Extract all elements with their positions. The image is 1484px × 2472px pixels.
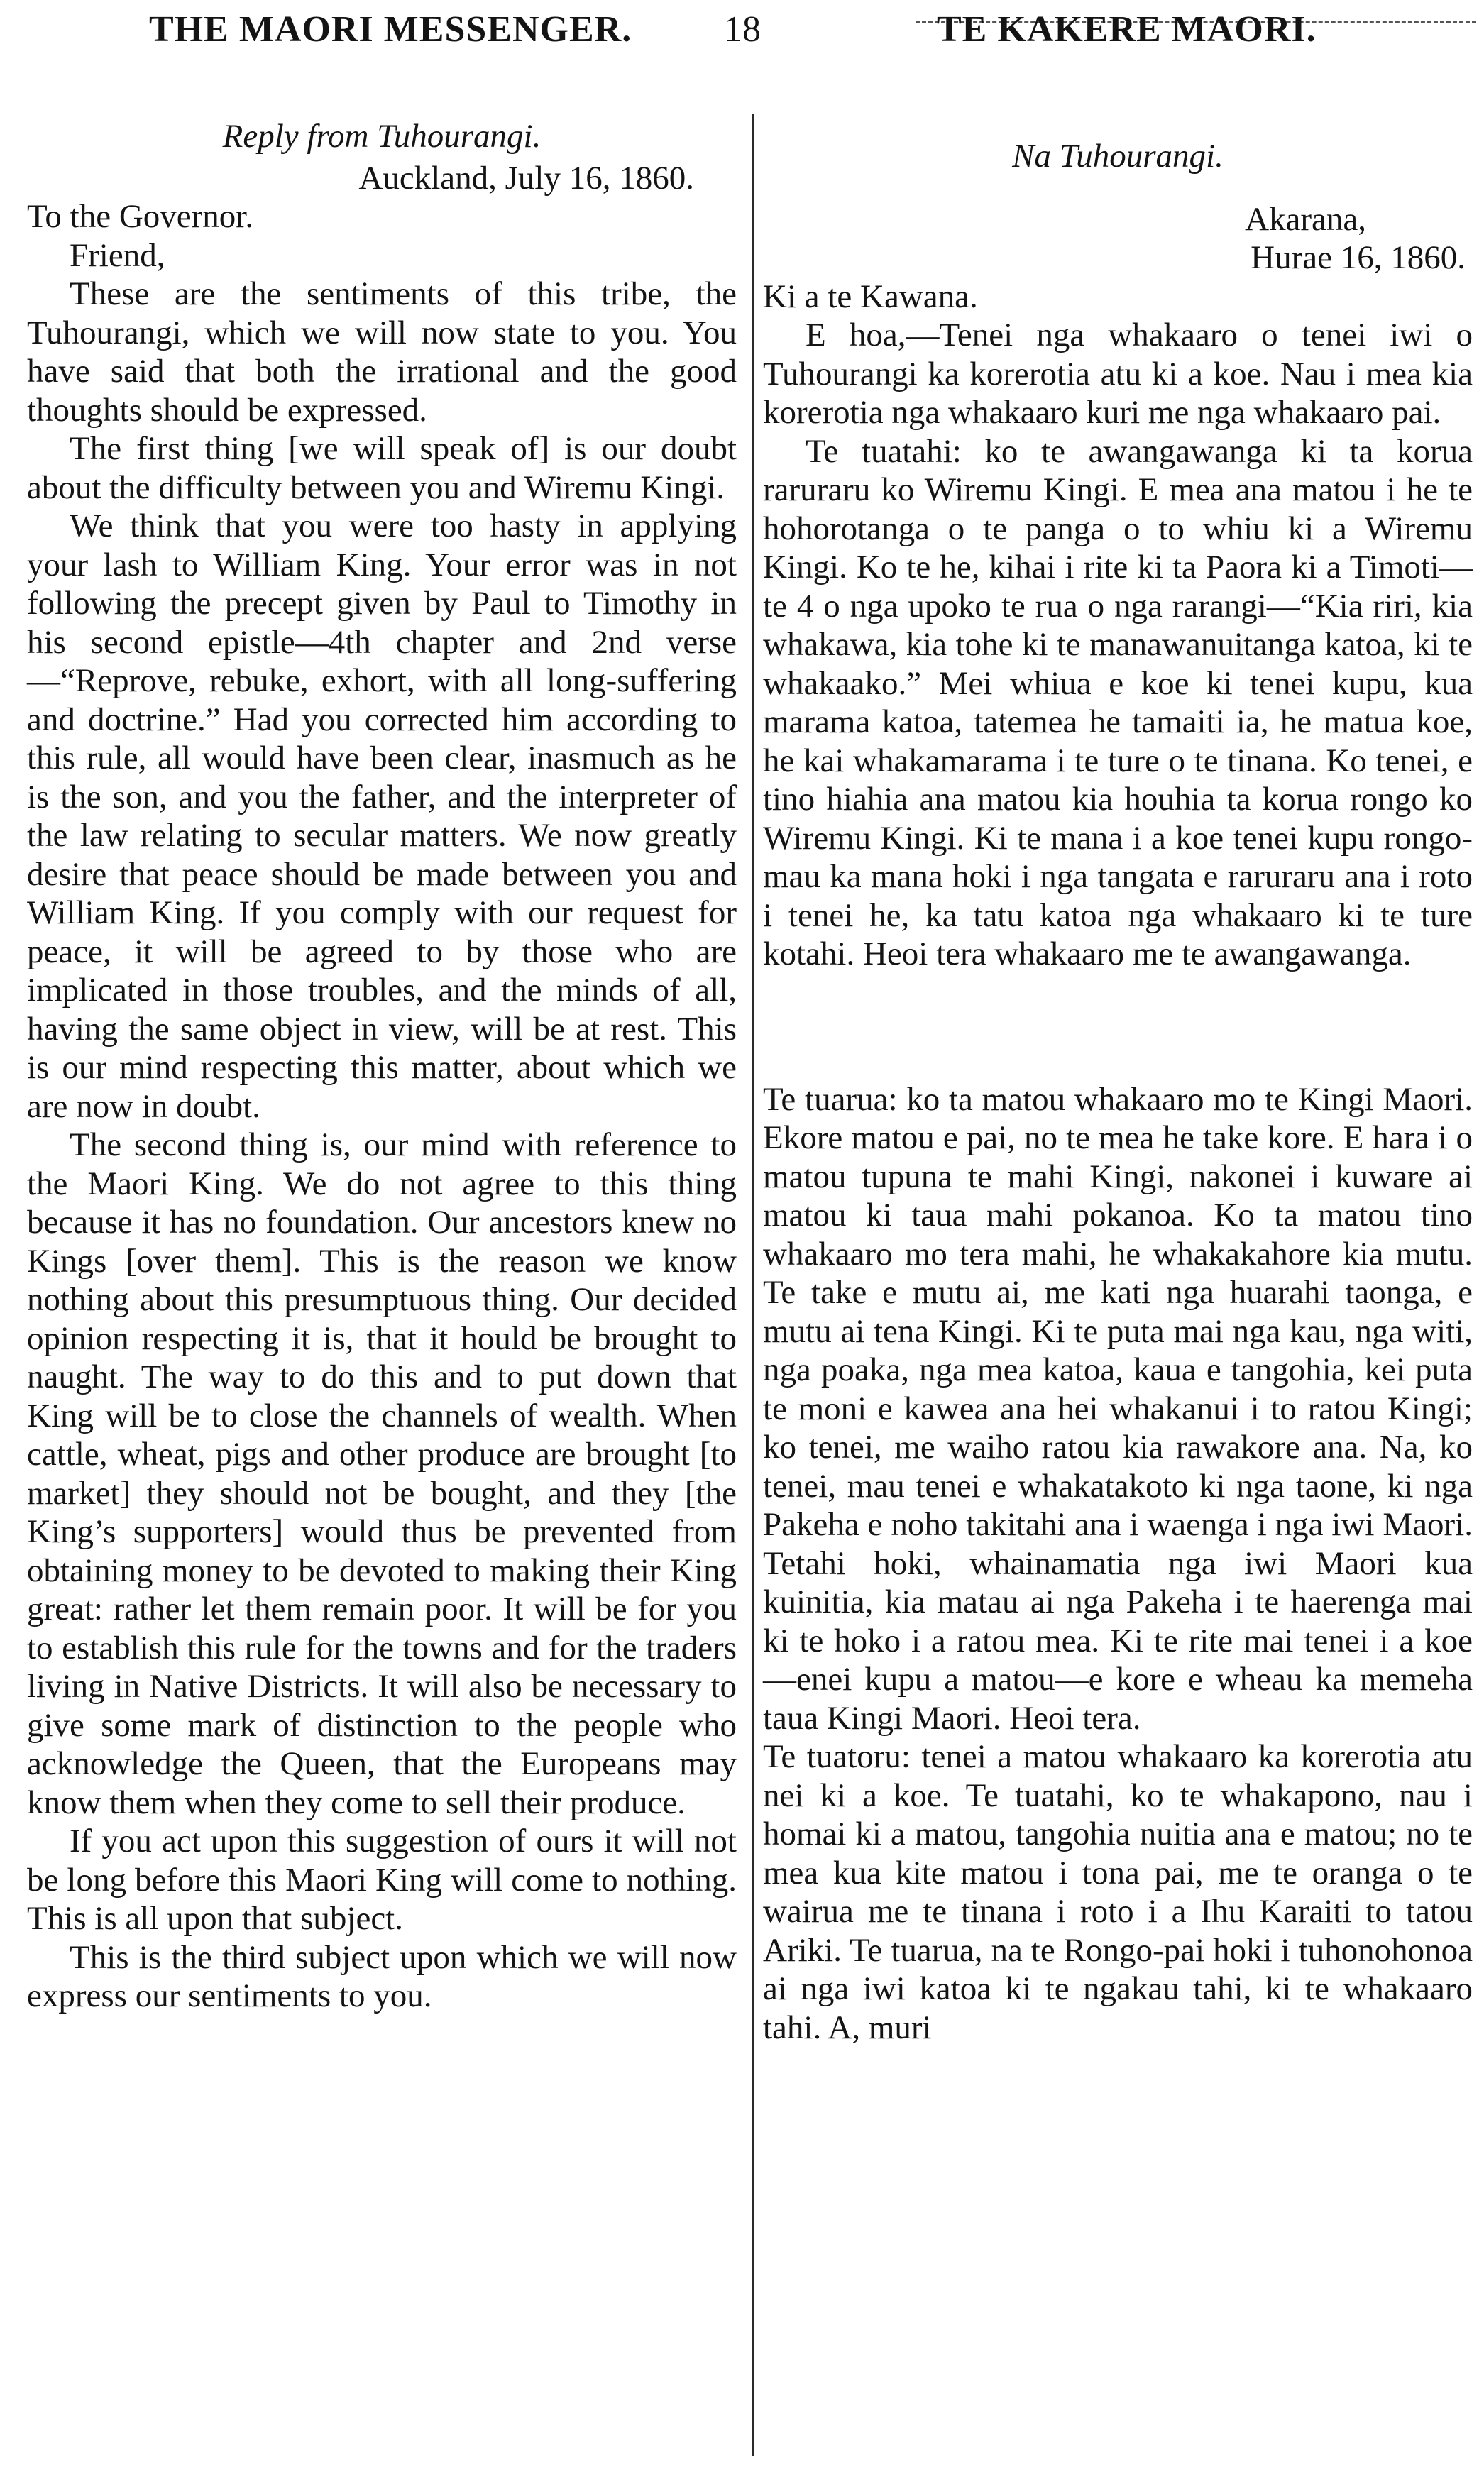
- english-paragraph: If you act upon this suggestion of ours it will not be long before this Maori King will come to nothing. This is all upon that subject.: [27, 1823, 737, 1937]
- english-paragraph: The first thing [we will speak of] is our doubt about the difficulty between you and Wiremu Kingi.: [27, 430, 737, 506]
- maori-dateline-place: Akarana,: [1245, 200, 1366, 238]
- english-paragraph: We think that you were too hasty in applying your lash to William King. Your error was in not following the precept given by Paul to Timothy in his second epistle—4th chapter and 2nd verse—“Reprove, rebuke, exhort, with all long-suffering and doctrine.” Had you corrected him according to this rule, all would have been clear, inasmuch as he is the son, and you the father, and the interpreter of the law relating to secular matters. We now greatly desire that peace should be made between you and William King. If you comply with our request for peace, it will be agreed to by those who are implicated in those troubles, and the minds of all, having the same object in view, will be at rest. This is our mind respecting this matter, about which we are now in doubt.: [27, 507, 737, 1125]
- english-column: [27, 117, 737, 2016]
- english-addressee: To the Governor.: [27, 198, 254, 235]
- english-dateline: Auckland, July 16, 1860.: [358, 159, 694, 197]
- maori-addressee: Ki a te Kawana.: [763, 278, 978, 315]
- english-salutation: Friend,: [70, 236, 165, 274]
- english-paragraph: The second thing is, our mind with reference to the Maori King. We do not agree to this thing because it has no foundation. Our ancestors knew no Kings [over them]. This is the reason we know nothing about this presumptuous thing. Our decided opinion respecting it is, that it hould be brought to naught. The way to do this and to put down that King will be to close the channels of wealth. When cattle, wheat, pigs and other produce are brought [to market] they should not be bought, and they [the King’s supporters] would thus be prevented from obtaining money to be devoted to making their King great: rather let them remain poor. It will be for you to establish this rule for the towns and for the traders living in Native Districts. It will also be necessary to give some mark of distinction to the people who acknowledge the Queen, that the Europeans may know them when they come to sell their produce.: [27, 1126, 737, 1821]
- maori-paragraph: Te tuatoru: tenei a matou whakaaro ka korerotia atu nei ki a koe. Te tuatahi, ko te whakapono, nau i homai ki a matou, tangohia nuitia ana e matou; no te mea kua kite matou i tona pai, me te oranga o te wairua me te tinana i roto i a Ihu Karaiti to tatou Ariki. Te tuarua, na te Rongo-pai hoki i tuhonohonoa ai nga iwi katoa ki te ngakau tahi, ki te whakaaro tahi. A, muri: [763, 1738, 1473, 2046]
- page-number: 18: [724, 9, 761, 50]
- maori-dateline-date: Hurae 16, 1860.: [1251, 239, 1466, 276]
- maori-section-title: Na Tuhourangi.: [1012, 138, 1224, 175]
- maori-masthead: TE KAKERE MAORI.: [937, 9, 1317, 50]
- english-section-title: Reply from Tuhourangi.: [222, 118, 542, 155]
- english-paragraph: This is the third subject upon which we will now express our sentiments to you.: [27, 1938, 737, 2014]
- maori-paragraph: E hoa,—Tenei nga whakaaro o tenei iwi o Tuhourangi ka korerotia atu ki a koe. Nau i mea kia korerotia nga whakaaro kuri me nga whakaaro pai.: [763, 317, 1473, 431]
- english-paragraph: These are the sentiments of this tribe, the Tuhourangi, which we will now state to you. You have said that both the irrational and the good thoughts should be expressed.: [27, 275, 737, 429]
- page-header: [0, 0, 1484, 106]
- english-masthead: THE MAORI MESSENGER.: [149, 9, 632, 50]
- maori-column: [763, 117, 1473, 2047]
- maori-paragraph: Te tuatahi: ko te awangawanga ki ta korua raruraru ko Wiremu Kingi. E mea ana matou i he te hohorotanga o te panga o to whiu ki a Wiremu Kingi. Ko te he, kihai i rite ki ta Paora ki a Timoti—te 4 o nga upoko te rua o nga rarangi—“Kia riri, kia whakawa, kia tohe ki te manawanuitanga katoa, ki te whakaako.” Mei whiua e koe ki tenei kupu, kua marama katoa, tatemea he tamaiti ia, he matua koe, he kai whakamarama i te ture o te tinana. Ko tenei, e tino hiahia ana matou kia houhia ta korua rongo ko Wiremu Kingi. Ki te mana i a koe tenei kupu rongo-mau ka mana hoki i nga tangata e raruraru ana i roto i tenei he, ka tatu katoa nga whakaaro ki te ture kotahi. Heoi tera whakaaro me te awangawanga.: [763, 432, 1473, 972]
- maori-paragraph: Te tuarua: ko ta matou whakaaro mo te Kingi Maori. Ekore matou e pai, no te mea he take kore. E hara i o matou tupuna te mahi Kingi, nakonei i kuware ai matou ki taua mahi pokanoa. Ko ta matou tino whakaaro mo tera mahi, he whakakahore kia mutu. Te take e mutu ai, me kati nga huarahi taonga, e mutu ai tena Kingi. Ki te puta mai nga kau, nga witi, nga poaka, nga mea katoa, kaua e tangohia, kei puta te moni e kawea ana hei whakanui i to ratou Kingi; ko tenei, me waiho ratou kia rawakore ana. Na, ko tenei, mau tenei e whakatakoto ki nga taone, ki nga Pakeha e noho takitahi ana i waenga i nga iwi Maori. Tetahi hoki, whainamatia nga iwi Maori kua kuinitia, kia matau ai nga Pakeha i te haerenga mai ki te hoko i a ratou mea. Ki te rite mai tenei i a koe—enei kupu a matou—e kore e wheau ka memeha taua Kingi Maori. Heoi tera.: [763, 1080, 1473, 1737]
- column-divider: [752, 114, 754, 2456]
